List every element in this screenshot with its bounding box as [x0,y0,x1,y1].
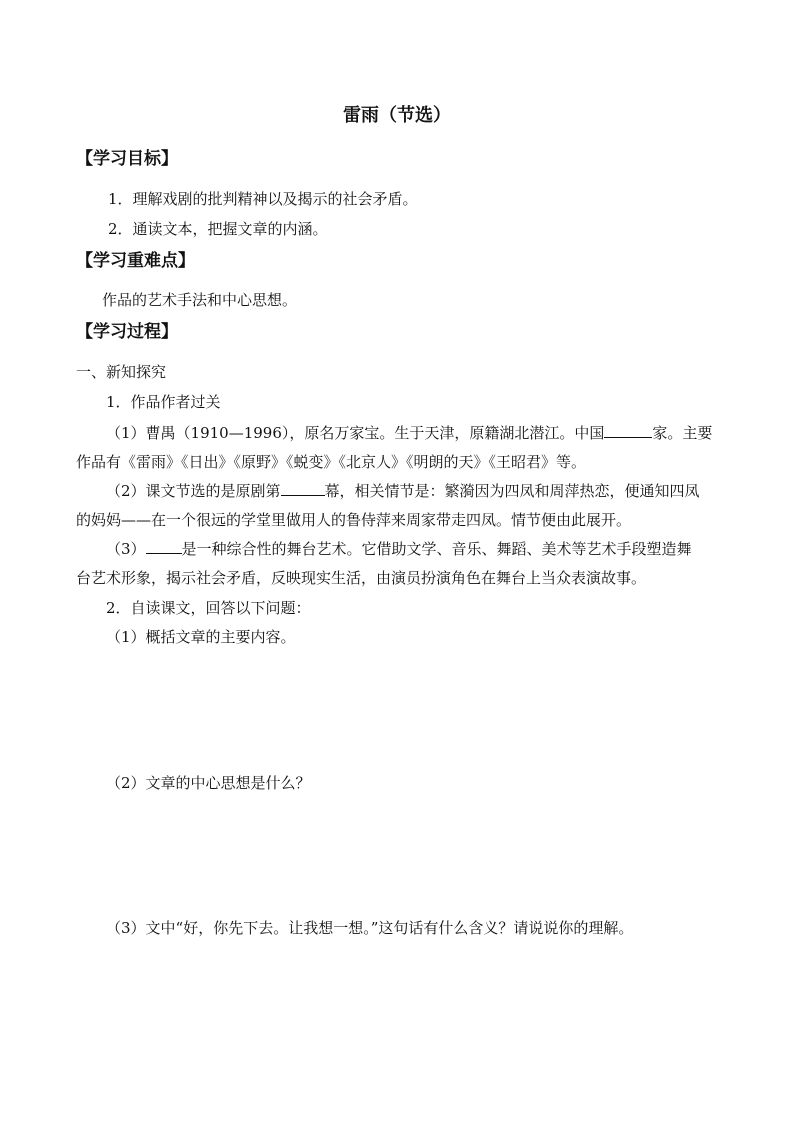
q1-p2-text-a: （2）课文节选的是原剧第 [106,482,281,500]
q1-paragraph-2-line-2: 的妈妈——在一个很远的学堂里做用人的鲁侍萍来周家带走四凤。情节便由此展开。 [76,511,632,529]
section-heading-goals: 【学习目标】 [76,149,178,169]
fill-blank[interactable] [281,481,325,496]
q1-paragraph-2-line-1 [106,481,700,501]
key-points-text: 作品的艺术手法和中心思想。 [102,291,298,309]
q1-paragraph-1-line-1 [106,423,712,443]
page-title: 雷雨（节选） [343,105,451,126]
q2-sub-question-1: （1）概括文章的主要内容。 [106,628,296,646]
question-2-label: 2．自读课文，回答以下问题： [106,599,311,617]
part-heading-new-knowledge: 一、新知探究 [76,363,167,381]
q1-paragraph-3-line-2: 台艺术形象，揭示社会矛盾，反映现实生活，由演员扮演角色在舞台上当众表演故事。 [76,569,647,587]
section-heading-process: 【学习过程】 [76,322,178,342]
q2-sub-question-2: （2）文章的中心思想是什么？ [106,774,311,792]
q2-sub-question-3: （3）文中“好，你先下去。让我想一想。”这句话有什么含义？请说说你的理解。 [106,919,634,937]
goal-item: 1．理解戏剧的批判精神以及揭示的社会矛盾。 [108,190,418,208]
section-heading-key-points: 【学习重难点】 [76,251,195,271]
question-1-label: 1．作品作者过关 [106,393,221,411]
fill-blank[interactable] [604,423,652,438]
fill-blank[interactable] [146,539,182,554]
q1-p1-text-a: （1）曹禺（1910—1996），原名万家宝。生于天津，原籍湖北潜江。中国 [106,424,605,442]
q1-p2-text-b: 幕，相关情节是：繁漪因为四凤和周萍热恋，便通知四凤 [324,482,700,500]
q1-p3-text-a: （3） [106,540,146,558]
q1-p3-text-b: 是一种综合性的舞台艺术。它借助文学、音乐、舞蹈、美术等艺术手段塑造舞 [181,540,692,558]
goal-item: 2．通读文本，把握文章的内涵。 [108,220,328,238]
q1-paragraph-3-line-1 [106,539,692,559]
q1-paragraph-1-line-2: 作品有《雷雨》《日出》《原野》《蜕变》《北京人》《明朗的天》《王昭君》等。 [76,453,587,471]
q1-p1-text-b: 家。主要 [652,424,713,442]
